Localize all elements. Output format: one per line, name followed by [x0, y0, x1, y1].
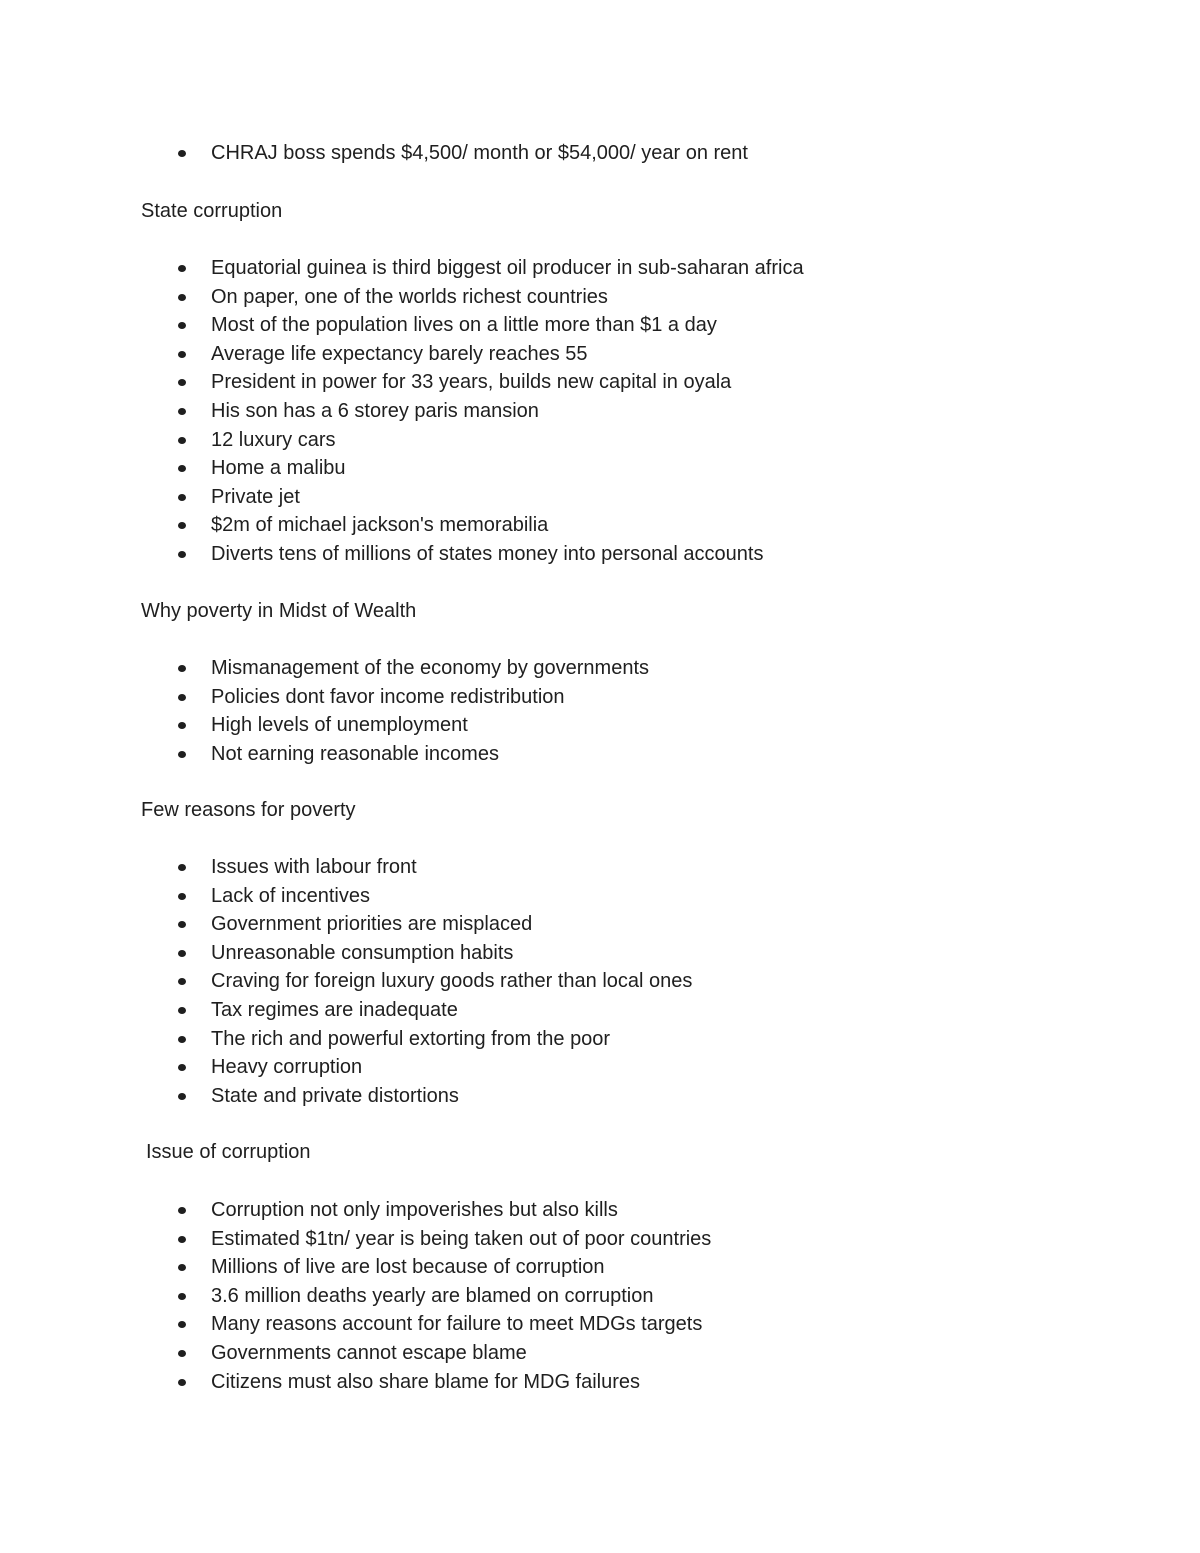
bullet-icon — [178, 322, 186, 329]
bullet-icon — [178, 1207, 186, 1214]
list-item-text: Policies dont favor income redistribution — [211, 685, 565, 708]
list-item — [0, 740, 1200, 769]
list-item-text: Not earning reasonable incomes — [211, 742, 499, 765]
list-item — [0, 683, 1200, 712]
bullet-icon — [178, 1036, 186, 1043]
list-item — [0, 1082, 1200, 1111]
bullet-icon — [178, 1007, 186, 1014]
list-item — [0, 939, 1200, 968]
bullet-icon — [178, 494, 186, 501]
list-item — [0, 1282, 1200, 1311]
section-heading-issue-of-corruption: Issue of corruption — [146, 1141, 311, 1163]
list-item-text: Governments cannot escape blame — [211, 1341, 527, 1364]
list-item-text: Craving for foreign luxury goods rather than local ones — [211, 970, 693, 993]
list-item — [0, 426, 1200, 455]
list-item — [0, 1339, 1200, 1368]
list-item-text: State and private distortions — [211, 1084, 459, 1107]
list-item-text: Unreasonable consumption habits — [211, 941, 514, 964]
intro-bullet-list — [0, 139, 1200, 168]
list-item — [0, 1225, 1200, 1254]
list-item — [0, 139, 1200, 168]
list-item — [0, 454, 1200, 483]
bullet-icon — [178, 864, 186, 871]
list-item-text: Tax regimes are inadequate — [211, 998, 458, 1021]
list-item-text: Many reasons account for failure to meet MDGs targets — [211, 1313, 703, 1336]
bullet-icon — [178, 921, 186, 928]
list-item — [0, 540, 1200, 569]
list-item-text: CHRAJ boss spends $4,500/ month or $54,000/ year on rent — [211, 142, 748, 164]
list-item-text: Equatorial guinea is third biggest oil producer in sub-saharan africa — [211, 257, 804, 279]
bullet-icon — [178, 722, 186, 729]
bullet-icon — [178, 978, 186, 985]
list-item-text: Average life expectancy barely reaches 55 — [211, 342, 588, 365]
list-item — [0, 340, 1200, 369]
list-item — [0, 967, 1200, 996]
why-poverty-list — [0, 654, 1200, 768]
list-item — [0, 1368, 1200, 1397]
list-item-text: The rich and powerful extorting from the poor — [211, 1027, 611, 1050]
list-item — [0, 511, 1200, 540]
issue-of-corruption-list — [0, 1196, 1200, 1396]
list-item-text: Citizens must also share blame for MDG failures — [211, 1370, 641, 1393]
list-item — [0, 397, 1200, 426]
list-item-text: Heavy corruption — [211, 1056, 363, 1079]
list-item-text: 3.6 million deaths yearly are blamed on corruption — [211, 1284, 654, 1307]
bullet-icon — [178, 1350, 186, 1357]
list-item — [0, 254, 1200, 283]
list-item-text: Home a malibu — [211, 457, 346, 480]
bullet-icon — [178, 408, 186, 415]
bullet-icon — [178, 1379, 186, 1386]
list-item-text: Corruption not only impoverishes but also kills — [211, 1199, 618, 1221]
list-item — [0, 1310, 1200, 1339]
bullet-icon — [178, 351, 186, 358]
bullet-icon — [178, 150, 186, 157]
bullet-icon — [178, 551, 186, 558]
bullet-icon — [178, 751, 186, 758]
bullet-icon — [178, 379, 186, 386]
list-item — [0, 283, 1200, 312]
bullet-icon — [178, 665, 186, 672]
bullet-icon — [178, 694, 186, 701]
list-item-text: Mismanagement of the economy by governments — [211, 657, 649, 679]
list-item-text: Lack of incentives — [211, 884, 370, 907]
list-item — [0, 1253, 1200, 1282]
section-heading-why-poverty: Why poverty in Midst of Wealth — [141, 600, 417, 622]
section-heading-few-reasons: Few reasons for poverty — [141, 799, 356, 821]
bullet-icon — [178, 1264, 186, 1271]
list-item — [0, 882, 1200, 911]
list-item-text: High levels of unemployment — [211, 714, 468, 737]
list-item — [0, 1025, 1200, 1054]
bullet-icon — [178, 522, 186, 529]
list-item — [0, 996, 1200, 1025]
list-item-text: 12 luxury cars — [211, 428, 336, 451]
bullet-icon — [178, 294, 186, 301]
bullet-icon — [178, 893, 186, 900]
bullet-icon — [178, 1321, 186, 1328]
list-item-text: $2m of michael jackson's memorabilia — [211, 514, 549, 537]
list-item-text: Issues with labour front — [211, 856, 417, 878]
list-item-text: Most of the population lives on a little more than $1 a day — [211, 314, 717, 337]
bullet-icon — [178, 265, 186, 272]
list-item — [0, 1053, 1200, 1082]
list-item-text: On paper, one of the worlds richest countries — [211, 285, 608, 308]
list-item — [0, 853, 1200, 882]
section-heading-state-corruption: State corruption — [141, 200, 283, 222]
bullet-icon — [178, 1236, 186, 1243]
list-item — [0, 711, 1200, 740]
list-item — [0, 910, 1200, 939]
list-item-text: President in power for 33 years, builds new capital in oyala — [211, 371, 732, 394]
bullet-icon — [178, 437, 186, 444]
list-item-text: Diverts tens of millions of states money into personal accounts — [211, 542, 764, 565]
list-item — [0, 368, 1200, 397]
list-item — [0, 311, 1200, 340]
list-item-text: His son has a 6 storey paris mansion — [211, 399, 539, 422]
list-item-text: Government priorities are misplaced — [211, 913, 533, 936]
few-reasons-list — [0, 853, 1200, 1110]
bullet-icon — [178, 1093, 186, 1100]
list-item — [0, 483, 1200, 512]
state-corruption-list — [0, 254, 1200, 569]
bullet-icon — [178, 465, 186, 472]
bullet-icon — [178, 1293, 186, 1300]
bullet-icon — [178, 1064, 186, 1071]
list-item-text: Estimated $1tn/ year is being taken out of poor countries — [211, 1227, 712, 1250]
list-item-text: Private jet — [211, 485, 300, 508]
list-item-text: Millions of live are lost because of corruption — [211, 1256, 605, 1279]
list-item — [0, 1196, 1200, 1225]
list-item — [0, 654, 1200, 683]
bullet-icon — [178, 950, 186, 957]
